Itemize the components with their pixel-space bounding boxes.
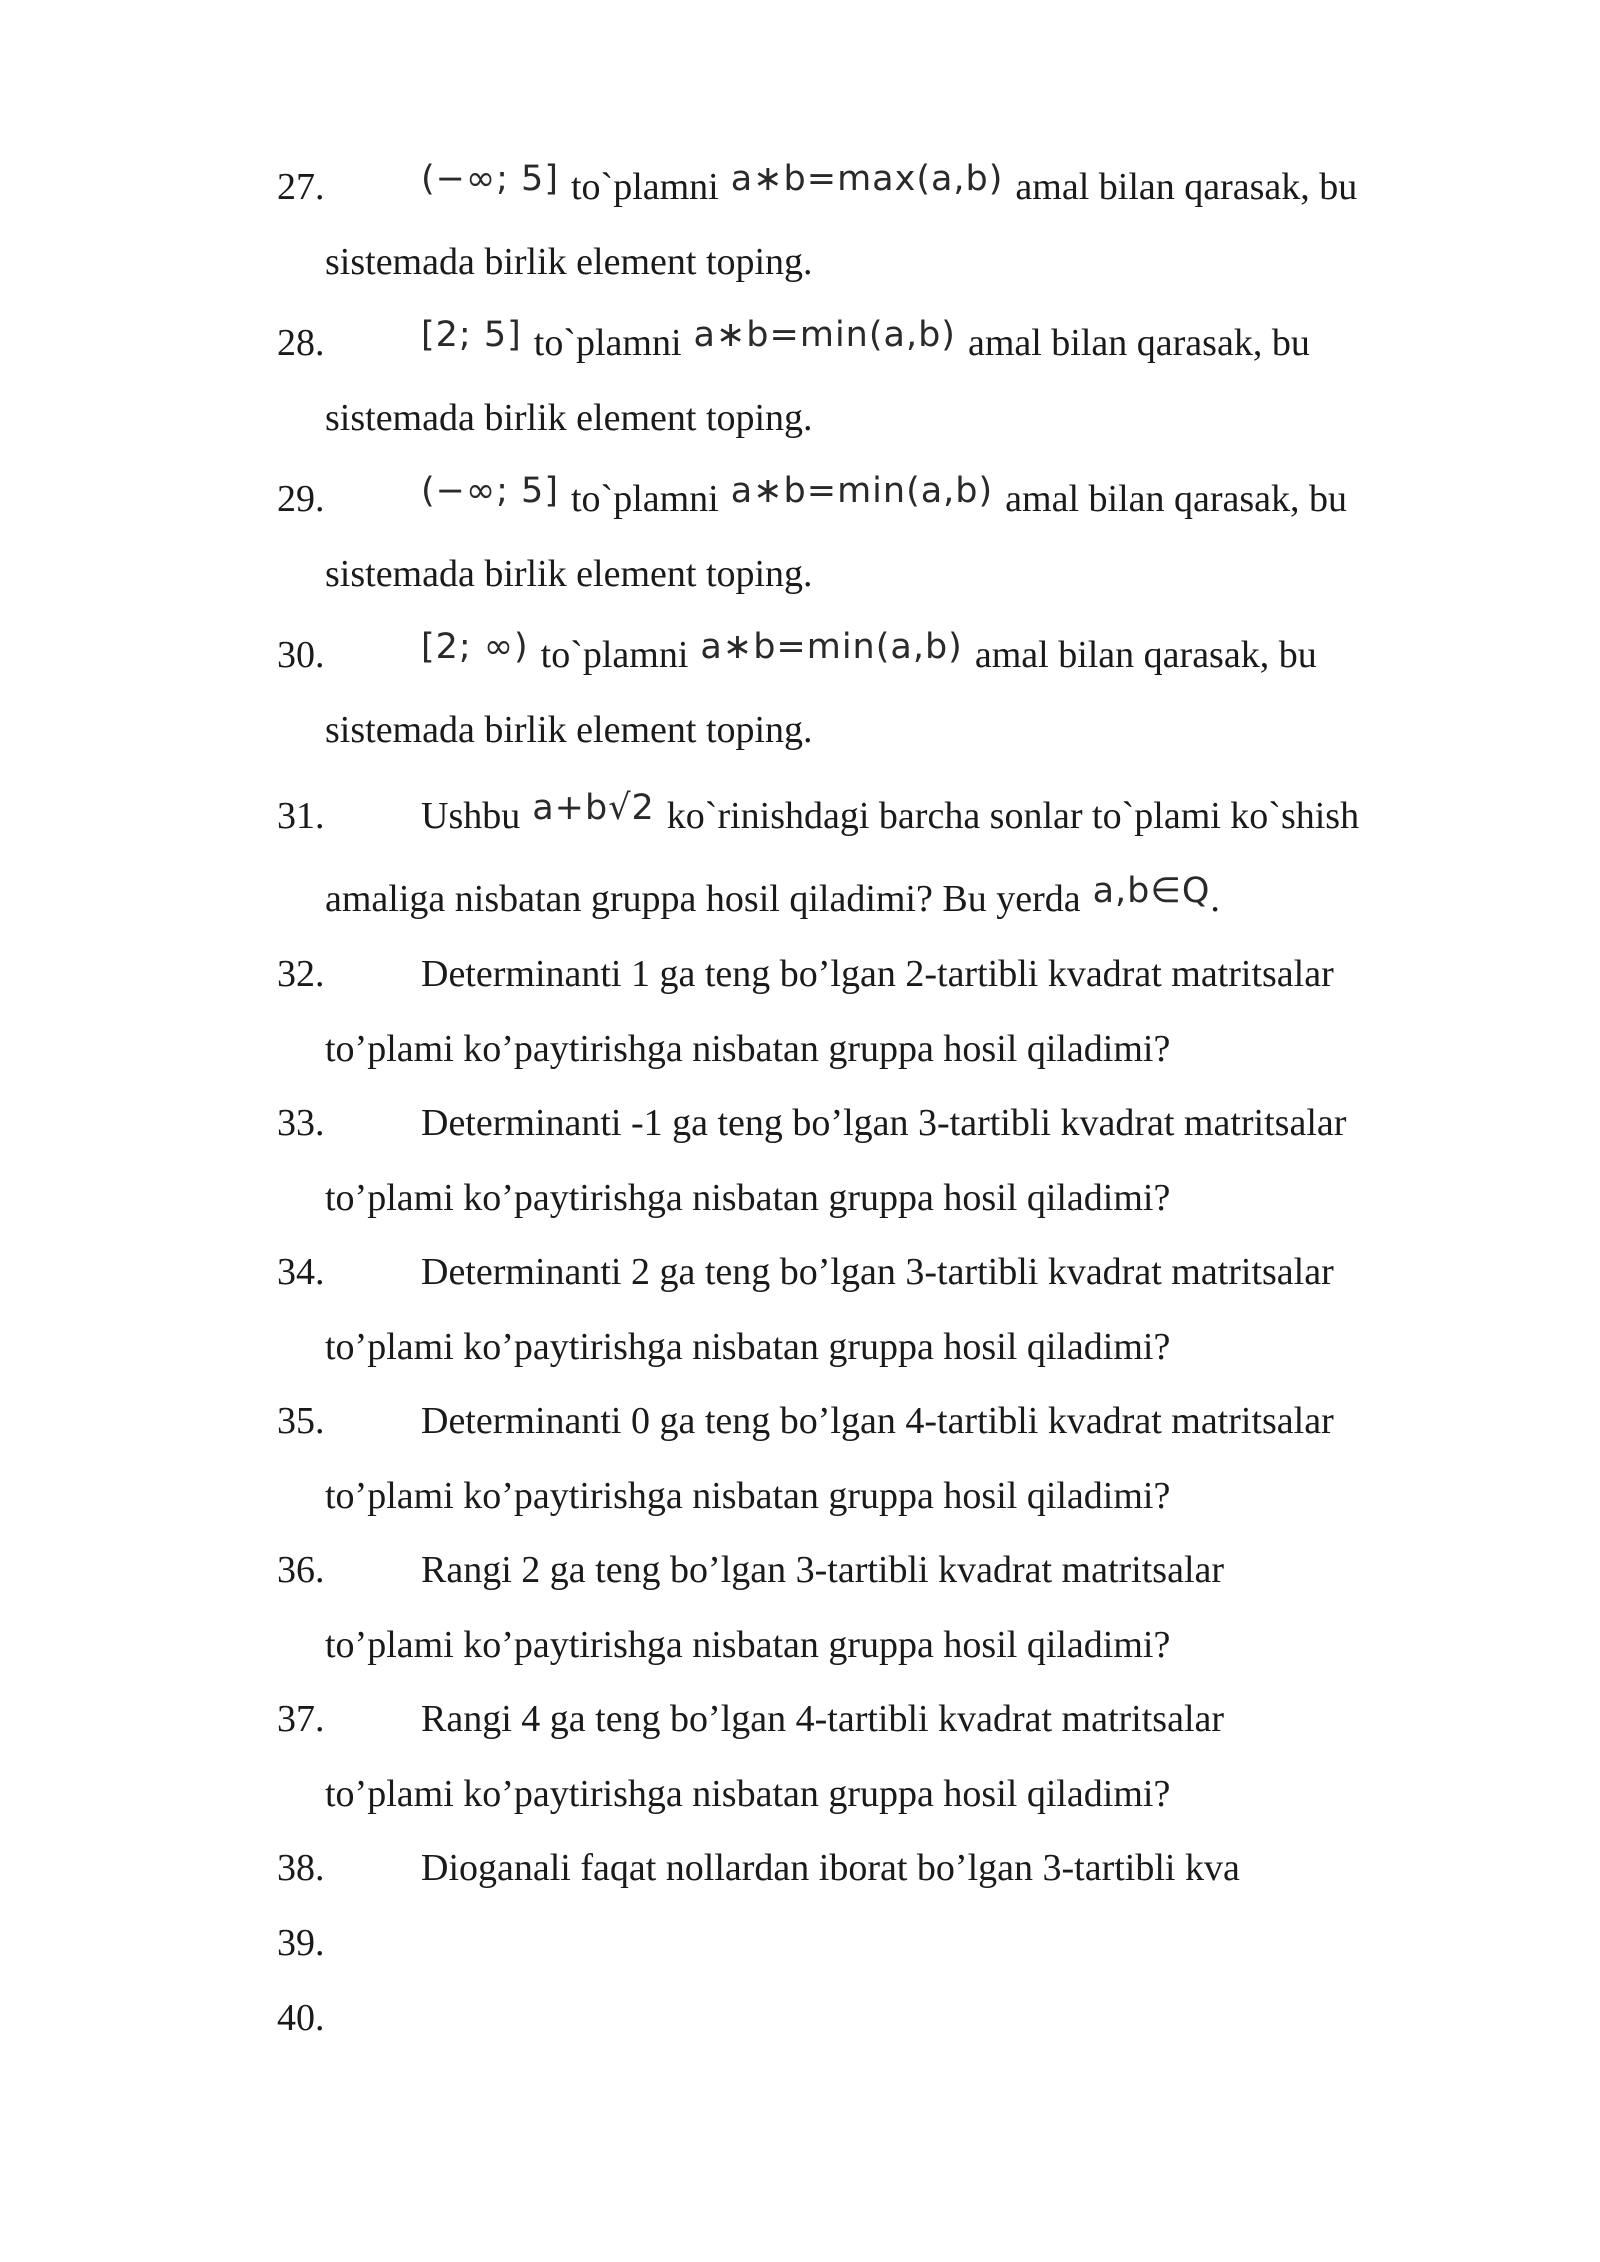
item-number: 38. — [277, 1847, 325, 1889]
exercise-32-continuation: to’plami ko’paytirishga nisbatan gruppa hosil qiladimi? — [325, 1028, 1171, 1070]
item-number: 39. — [277, 1922, 325, 1964]
exercise-37 — [277, 1682, 1527, 1756]
item-text: Rangi 2 ga teng bo’lgan 3-tartibli kvadrat matritsalar — [421, 1549, 1225, 1591]
set-expression: (−∞; 5] — [421, 471, 559, 511]
item-text: ko`rinishdagi barcha sonlar to`plami ko`shish — [666, 795, 1360, 837]
item-text: to`plamni — [533, 322, 682, 364]
item-number: 33. — [277, 1102, 325, 1144]
item-text: Determinanti -1 ga teng bo’lgan 3-tartibli kvadrat matritsalar — [421, 1102, 1347, 1144]
sqrt-expression: a+b√2 — [532, 788, 655, 828]
exercise-38 — [277, 1831, 1527, 1905]
item-number: 37. — [277, 1698, 325, 1740]
item-number: 36. — [277, 1549, 325, 1591]
item-text: Rangi 4 ga teng bo’lgan 4-tartibli kvadrat matritsalar — [421, 1698, 1225, 1740]
period: . — [1210, 878, 1220, 920]
item-number: 40. — [277, 1997, 325, 2039]
item-text: to`plamni — [570, 166, 719, 208]
item-text: amal bilan qarasak, bu — [967, 322, 1310, 364]
exercise-35 — [277, 1384, 1527, 1458]
item-text: Determinanti 0 ga teng bo’lgan 4-tartibli kvadrat matritsalar — [421, 1400, 1334, 1442]
item-number: 32. — [277, 953, 325, 995]
item-number: 27. — [277, 166, 325, 208]
exercise-28 — [277, 306, 1527, 381]
item-number: 35. — [277, 1400, 325, 1442]
exercise-27 — [277, 150, 1527, 225]
condition-expression: a,b∈Q — [1092, 871, 1211, 911]
item-number: 31. — [277, 795, 325, 837]
exercise-30-continuation: sistemada birlik element toping. — [325, 709, 813, 751]
exercise-40 — [277, 1981, 1527, 2055]
exercise-39 — [277, 1906, 1527, 1980]
exercise-34-continuation: to’plami ko’paytirishga nisbatan gruppa hosil qiladimi? — [325, 1326, 1171, 1368]
exercise-34 — [277, 1235, 1527, 1309]
exercise-35-continuation: to’plami ko’paytirishga nisbatan gruppa hosil qiladimi? — [325, 1475, 1171, 1517]
operation-expression: a∗b=min(a,b) — [693, 315, 956, 355]
item-number: 28. — [277, 322, 325, 364]
item-text: Ushbu — [421, 795, 521, 837]
item-text: to`plamni — [570, 478, 719, 520]
exercise-36 — [277, 1533, 1527, 1607]
operation-expression: a∗b=max(a,b) — [730, 159, 1004, 199]
exercise-30 — [277, 618, 1527, 693]
operation-expression: a∗b=min(a,b) — [700, 627, 963, 667]
exercise-31-continuation — [277, 862, 1575, 937]
exercise-33-continuation: to’plami ko’paytirishga nisbatan gruppa hosil qiladimi? — [325, 1177, 1171, 1219]
item-number: 34. — [277, 1251, 325, 1293]
item-text: Dioganali faqat nollardan iborat bo’lgan 3-tartibli kva — [421, 1847, 1240, 1889]
item-number: 29. — [277, 478, 325, 520]
item-text: amaliga nisbatan gruppa hosil qiladimi? Bu yerda — [325, 878, 1081, 920]
exercise-27-continuation: sistemada birlik element toping. — [325, 241, 813, 283]
exercise-33 — [277, 1086, 1527, 1160]
exercise-31 — [277, 779, 1527, 854]
item-text: Determinanti 2 ga teng bo’lgan 3-tartibli kvadrat matritsalar — [421, 1251, 1334, 1293]
set-expression: [2; 5] — [421, 315, 522, 355]
set-expression: [2; ∞) — [421, 627, 529, 667]
item-text: Determinanti 1 ga teng bo’lgan 2-tartibli kvadrat matritsalar — [421, 953, 1334, 995]
item-number: 30. — [277, 634, 325, 676]
exercise-37-continuation: to’plami ko’paytirishga nisbatan gruppa hosil qiladimi? — [325, 1773, 1171, 1815]
exercise-36-continuation: to’plami ko’paytirishga nisbatan gruppa hosil qiladimi? — [325, 1624, 1171, 1666]
exercise-29 — [277, 462, 1527, 537]
item-text: amal bilan qarasak, bu — [974, 634, 1317, 676]
exercise-29-continuation: sistemada birlik element toping. — [325, 553, 813, 595]
exercise-28-continuation: sistemada birlik element toping. — [325, 397, 813, 439]
item-text: to`plamni — [540, 634, 689, 676]
operation-expression: a∗b=min(a,b) — [730, 471, 994, 511]
set-expression: (−∞; 5] — [421, 159, 559, 199]
item-text: amal bilan qarasak, bu — [1005, 478, 1348, 520]
exercise-32 — [277, 937, 1527, 1011]
item-text: amal bilan qarasak, bu — [1015, 166, 1358, 208]
